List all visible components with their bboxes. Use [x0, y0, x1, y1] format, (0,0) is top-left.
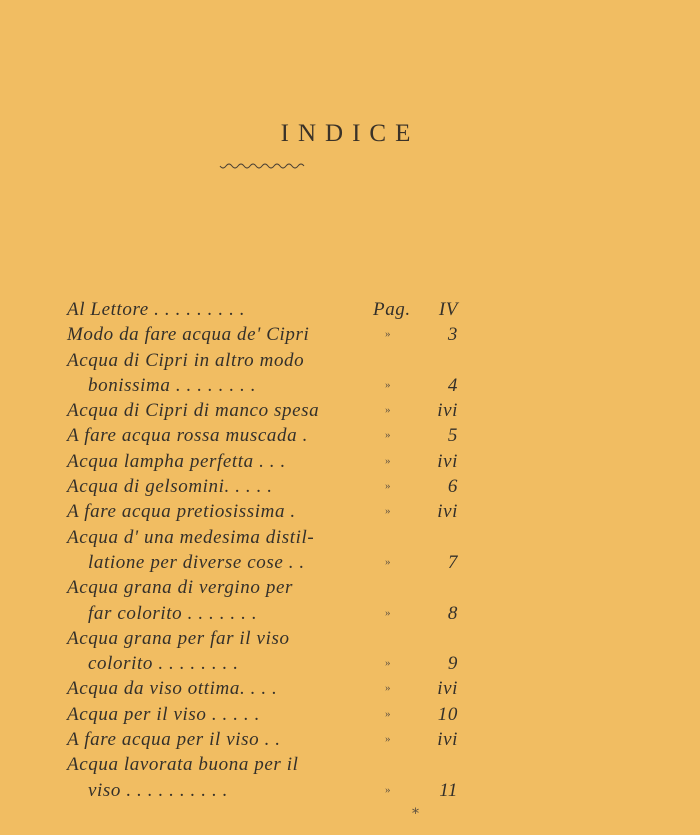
toc-entry-mark: »	[385, 606, 392, 619]
toc-entry-title: Acqua di Cipri in altro modo	[67, 349, 305, 371]
toc-entry	[67, 474, 462, 499]
toc-entry-title: A fare acqua rossa muscada .	[67, 425, 308, 447]
toc-entry-title: Acqua per il viso . . . . .	[67, 703, 260, 725]
toc-entry	[67, 575, 462, 600]
toc-entry	[67, 373, 462, 398]
toc-entry-title: viso . . . . . . . . . .	[88, 779, 229, 801]
toc-entry-page: ivi	[437, 450, 458, 472]
table-of-contents	[67, 297, 462, 803]
toc-entry	[67, 499, 462, 524]
toc-entry-title: Acqua di gelsomini. . . . .	[67, 476, 273, 498]
toc-entry	[67, 651, 462, 676]
toc-entry-title: Acqua di Cipri di manco spesa	[67, 400, 320, 422]
toc-entry-page: 4	[447, 374, 458, 396]
toc-entry	[67, 778, 462, 803]
toc-entry	[67, 398, 462, 423]
toc-entry-title: A fare acqua pretiosissima .	[67, 501, 296, 523]
toc-entry-mark: »	[385, 783, 392, 796]
toc-entry-mark: »	[385, 328, 392, 341]
page-title: INDICE	[280, 120, 420, 147]
toc-entry-page: ivi	[437, 729, 458, 751]
toc-entry	[67, 702, 462, 727]
toc-entry	[67, 348, 462, 373]
toc-entry-title: Acqua lavorata buona per il	[67, 754, 299, 776]
toc-entry-title: colorito . . . . . . . .	[88, 653, 239, 675]
toc-entry-mark: Pag.	[373, 299, 411, 320]
toc-entry-mark: »	[385, 682, 392, 695]
toc-entry	[67, 752, 462, 777]
toc-entry-page: 11	[439, 779, 458, 801]
toc-entry-page: ivi	[437, 400, 458, 422]
toc-entry	[67, 423, 462, 448]
toc-entry	[67, 550, 462, 575]
toc-entry	[67, 727, 462, 752]
toc-entry-title: latione per diverse cose . .	[88, 551, 305, 573]
toc-entry-title: Acqua grana per far il viso	[67, 627, 290, 649]
toc-entry-page: IV	[438, 299, 458, 320]
toc-entry-title: far colorito . . . . . . .	[88, 602, 258, 624]
toc-entry	[67, 676, 462, 701]
toc-entry-mark: »	[385, 480, 392, 493]
toc-entry	[67, 601, 462, 626]
toc-entry-page: 10	[437, 703, 458, 725]
wavy-ornament-icon	[218, 160, 308, 172]
toc-entry-mark: »	[385, 429, 392, 442]
toc-entry-title: A fare acqua per il viso . .	[67, 729, 281, 751]
toc-entry-page: 6	[447, 476, 458, 498]
toc-entry-page: 9	[447, 653, 458, 675]
toc-entry-mark: »	[385, 657, 392, 670]
footer-asterisk: *	[412, 806, 419, 822]
toc-entry-title: Acqua grana di vergino per	[67, 577, 293, 599]
toc-entry-mark: »	[385, 505, 392, 518]
toc-entry	[67, 626, 462, 651]
toc-entry-title: Modo da fare acqua de' Cipri	[67, 324, 310, 346]
toc-entry-mark: »	[385, 733, 392, 746]
toc-entry-title: Acqua lampha perfetta . . .	[67, 450, 286, 472]
toc-entry	[67, 449, 462, 474]
toc-entry-page: 8	[447, 602, 458, 624]
toc-entry-page: ivi	[437, 501, 458, 523]
toc-entry-page: 7	[447, 551, 458, 573]
toc-entry-mark: »	[385, 378, 392, 391]
toc-entry	[67, 525, 462, 550]
toc-entry-title: bonissima . . . . . . . .	[88, 374, 257, 396]
toc-entry-mark: »	[385, 404, 392, 417]
toc-entry-page: 3	[447, 324, 458, 346]
toc-entry	[67, 297, 462, 322]
toc-entry-title: Acqua d' una medesima distil-	[67, 526, 315, 548]
toc-entry-mark: »	[385, 555, 392, 568]
toc-entry-title: Al Lettore . . . . . . . . .	[67, 299, 246, 320]
toc-entry	[67, 322, 462, 347]
toc-entry-page: ivi	[437, 678, 458, 700]
toc-entry-title: Acqua da viso ottima. . . .	[67, 678, 278, 700]
toc-entry-mark: »	[385, 454, 392, 467]
toc-entry-page: 5	[447, 425, 458, 447]
toc-entry-mark: »	[385, 707, 392, 720]
